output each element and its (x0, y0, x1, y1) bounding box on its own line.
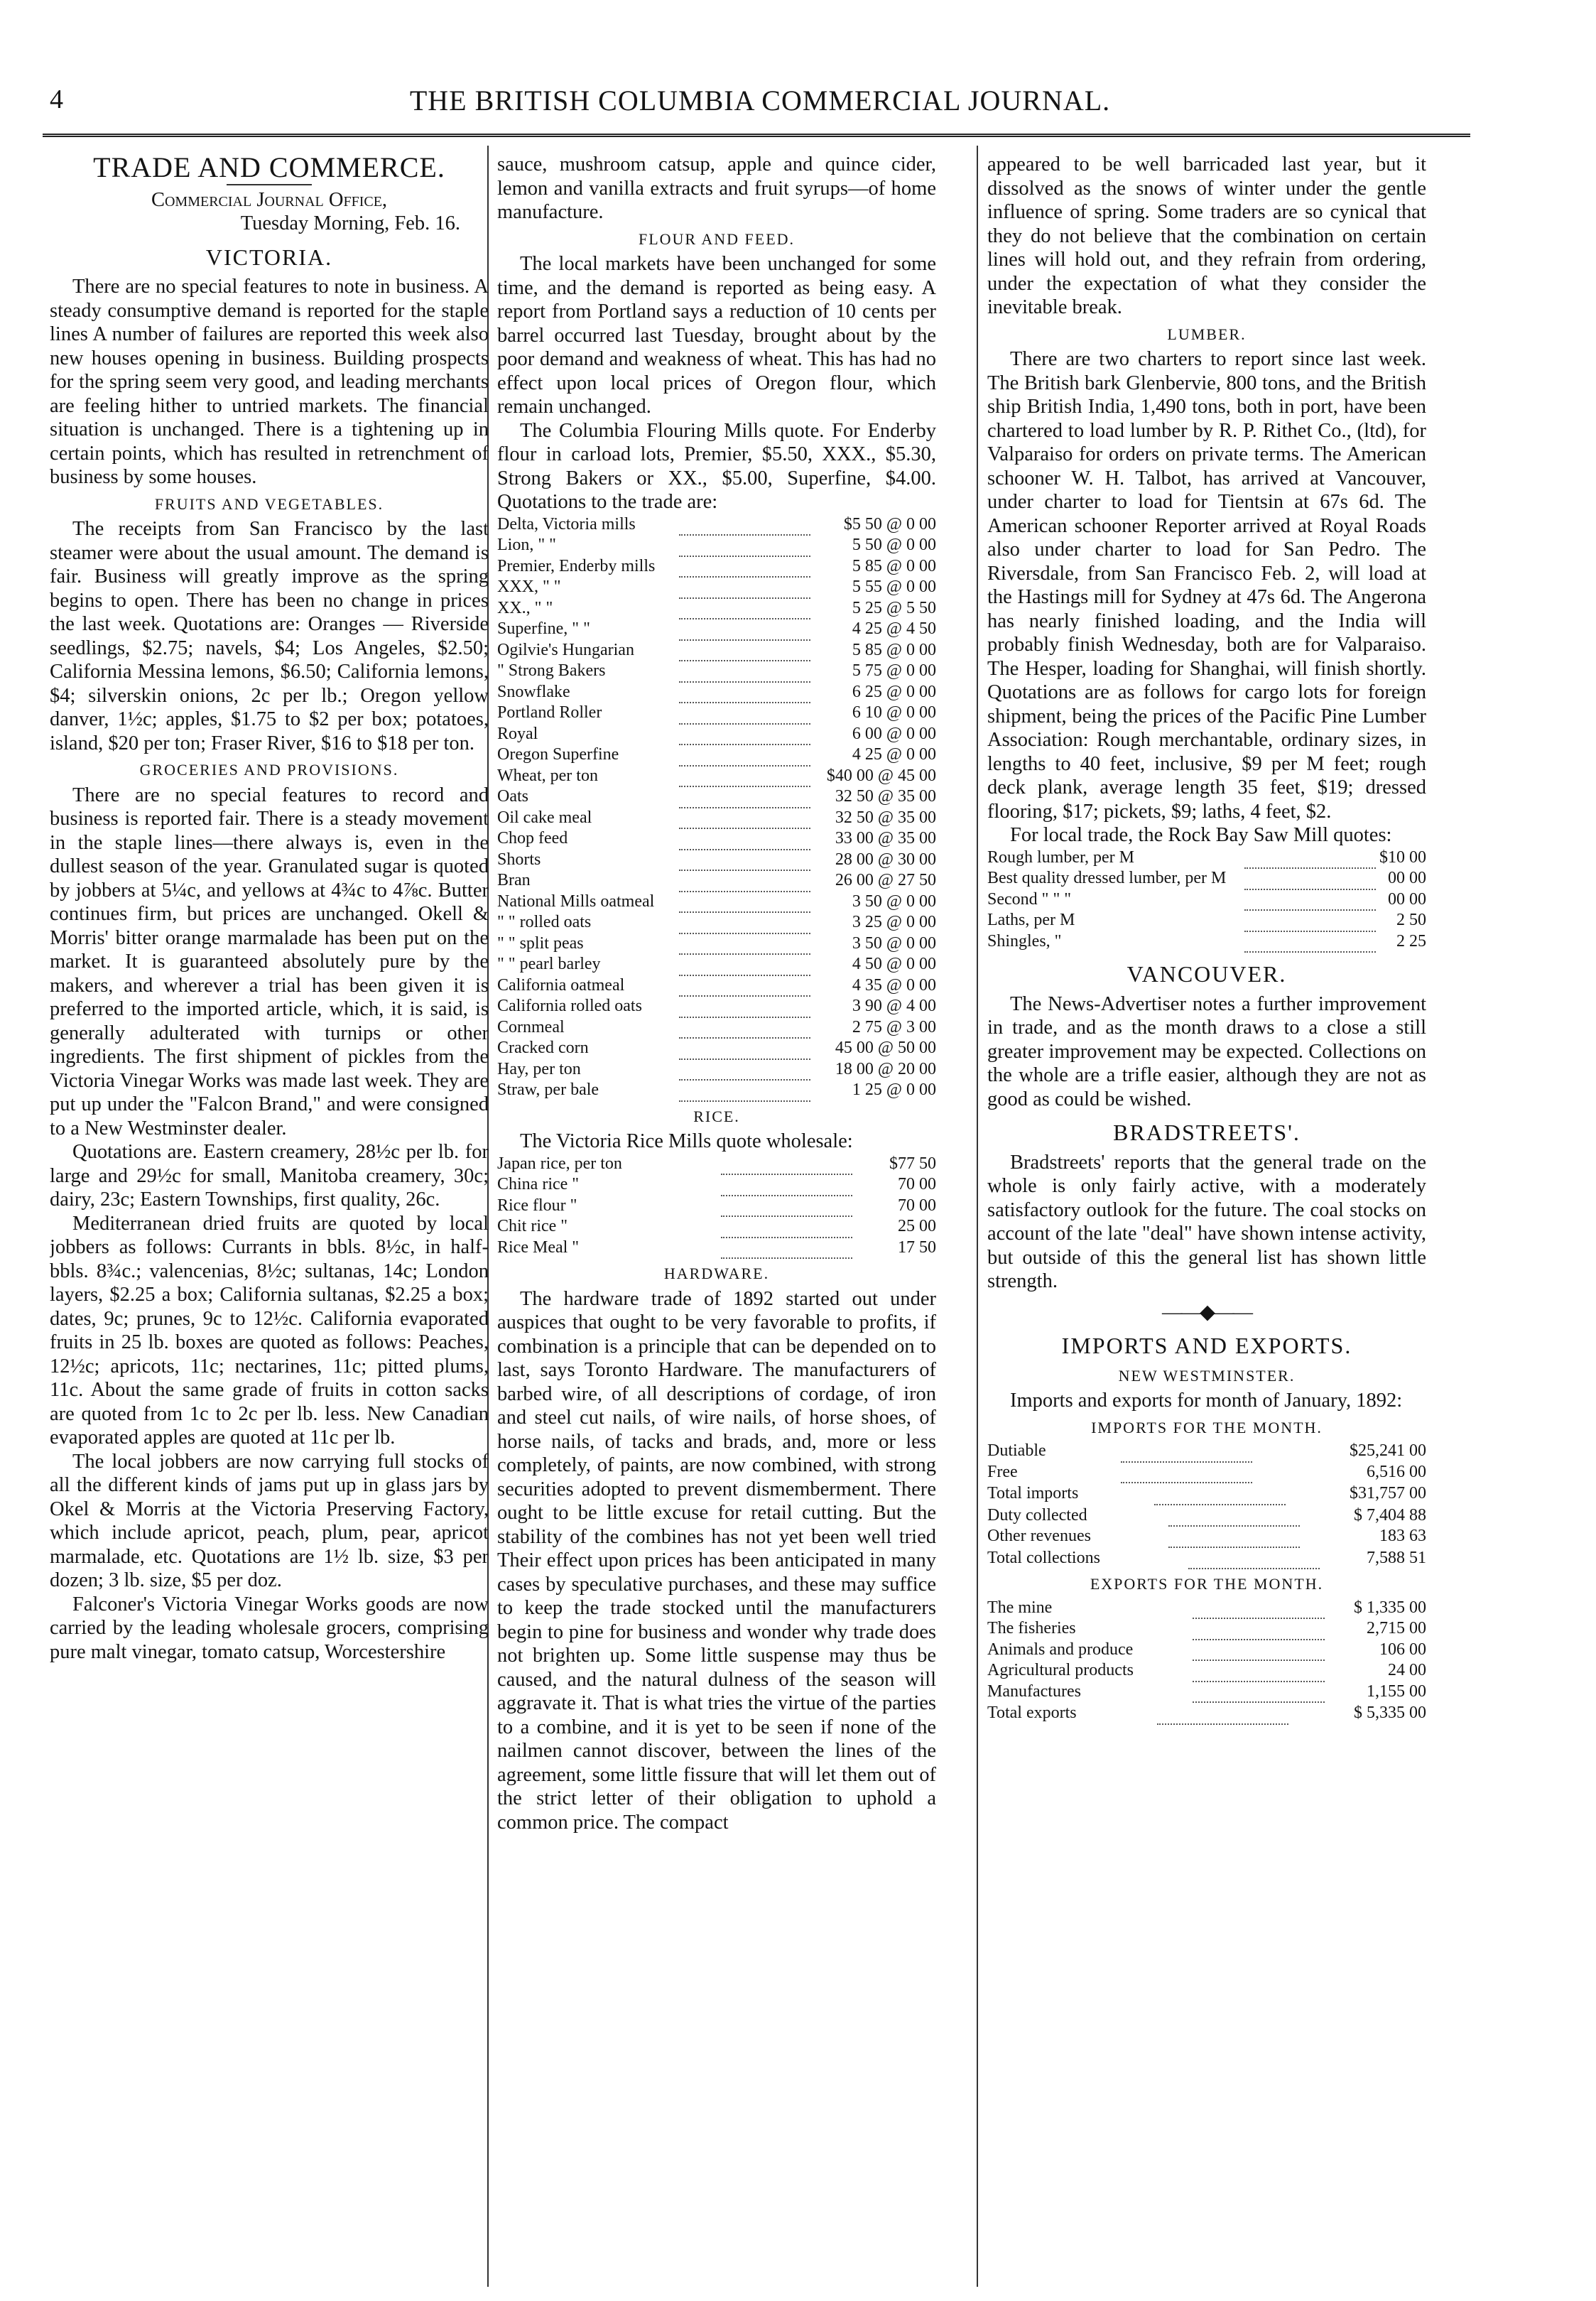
row-value: 3 50 @ 0 00 (852, 933, 936, 953)
row-label: Duty collected (987, 1505, 1087, 1525)
table-row (497, 850, 936, 871)
leader-dots (679, 1017, 810, 1039)
row-value: 6 10 @ 0 00 (852, 703, 936, 722)
table-row (987, 1660, 1426, 1682)
page-number: 4 (50, 85, 63, 114)
total-collections (987, 1548, 1426, 1570)
leader-dots (679, 514, 810, 536)
table-row (497, 619, 936, 640)
table-row (497, 1238, 936, 1259)
row-value: 4 35 @ 0 00 (852, 975, 936, 995)
table-row (987, 1462, 1426, 1483)
table-row (497, 661, 936, 682)
row-value: $ 5,335 00 (1354, 1704, 1426, 1722)
lumber-quotations-table (987, 848, 1426, 953)
row-label: Best quality dressed lumber, per M (987, 869, 1227, 887)
row-label: The mine (987, 1598, 1053, 1617)
section-heading: IMPORTS AND EXPORTS. (1061, 1333, 1352, 1358)
office-line: Commercial Journal Office, (151, 188, 388, 211)
table-row (497, 1216, 936, 1238)
table-row (497, 1017, 936, 1039)
row-value: 3 50 @ 0 00 (852, 892, 936, 911)
table-row (987, 910, 1426, 931)
row-value: 5 85 @ 0 00 (852, 556, 936, 575)
table-row (987, 1640, 1426, 1661)
table-row (497, 1174, 936, 1196)
row-value: 18 00 @ 20 00 (835, 1059, 936, 1078)
table-row (987, 868, 1426, 889)
subheading: GROCERIES AND PROVISIONS. (139, 761, 399, 779)
row-label: XXX, " " (497, 578, 561, 596)
leader-dots (679, 577, 810, 598)
row-label: Oregon Superfine (497, 745, 619, 764)
leader-dots (1154, 1483, 1286, 1505)
row-value: 106 00 (1379, 1640, 1426, 1659)
table-row (497, 975, 936, 997)
row-label: Oil cake meal (497, 808, 592, 827)
row-label: Agricultural products (987, 1661, 1134, 1679)
leader-dots (721, 1238, 852, 1259)
row-label: Animals and produce (987, 1640, 1134, 1659)
leader-dots (679, 766, 810, 787)
row-label: Oats (497, 787, 528, 806)
table-row (987, 1703, 1426, 1724)
row-label: Total imports (987, 1484, 1079, 1503)
row-label: Dutiable (987, 1441, 1046, 1460)
table-row (497, 786, 936, 808)
table-row (497, 1154, 936, 1175)
table-row (497, 724, 936, 745)
row-value: 28 00 @ 30 00 (835, 850, 936, 869)
row-label: Chit rice " (497, 1217, 568, 1235)
leader-dots (679, 912, 810, 933)
row-label: Laths, per M (987, 911, 1075, 929)
row-value: 00 00 (1388, 869, 1426, 887)
paragraph: sauce, mushroom catsup, apple and quince cider, lemon and vanilla extracts and fruit syrups—of home manufacture. (497, 153, 936, 223)
leader-dots (1193, 1618, 1324, 1640)
leader-dots (679, 724, 810, 745)
table-row (497, 745, 936, 766)
row-label: XX., " " (497, 598, 553, 617)
table-row (497, 933, 936, 955)
paragraph: Bradstreets' reports that the general trade on the whole is only fairly active, with a moderately satisfactory outlook for the future. The coal stocks on account of the late "deal" have shown intense activity, but outside of this the general list has shown little strength. (987, 1151, 1426, 1292)
leader-dots (679, 1059, 810, 1081)
running-title: THE BRITISH COLUMBIA COMMERCIAL JOURNAL. (409, 85, 1111, 117)
row-label: Shingles, " (987, 931, 1062, 951)
table-row (987, 1441, 1426, 1462)
row-label: " " rolled oats (497, 913, 592, 931)
column-2 (497, 153, 936, 2287)
dateline: Tuesday Morning, Feb. 16. (240, 212, 460, 234)
row-label: Second " " " (987, 889, 1072, 909)
paragraph: The Victoria Rice Mills quote wholesale: (520, 1130, 853, 1152)
leader-dots (1121, 1462, 1252, 1483)
row-value: 2 25 (1396, 931, 1426, 951)
row-value: $25,241 00 (1350, 1441, 1426, 1460)
table-row (497, 870, 936, 892)
leader-dots (679, 808, 810, 829)
subheading: FLOUR AND FEED. (638, 229, 796, 248)
paragraph: The receipts from San Francisco by the last steamer were about the usual amount. The demand is fair. Business will greatly improve as the spring begins to open. There has been no change in prices the last week. Quotations are: Oranges — Riverside seedlings, $2.75; navels, $4; Los Angeles, $2.50; California Messina lemons, $6.50; California lemons, $4; silverskin onions, 2c per lb.; Oregon yellow danver, 1½c; apples, $1.75 to $2 per box; potatoes, island, $20 per ton; Fraser River, $16 to $18 per ton. (50, 518, 489, 754)
leader-dots (679, 535, 810, 556)
leader-dots (1244, 910, 1376, 931)
leader-dots (679, 682, 810, 703)
row-label: Chop feed (497, 829, 568, 848)
city-heading: VICTORIA. (205, 244, 333, 270)
row-value: 33 00 @ 35 00 (835, 829, 936, 848)
row-label: Shorts (497, 850, 541, 869)
flour-quotations-table (497, 514, 936, 1102)
rice-quotations-table (497, 1154, 936, 1260)
paragraph: Quotations are. Eastern creamery, 28½c per lb. for large and 29½c for small, Manitoba creamery, 30c; dairy, 23c; Eastern Townships, first quality, 26c. (50, 1141, 489, 1211)
row-label: National Mills oatmeal (497, 892, 655, 911)
subheading: FRUITS AND VEGETABLES. (154, 494, 384, 513)
table-row (987, 1618, 1426, 1640)
table-row (497, 556, 936, 578)
leader-dots (679, 745, 810, 766)
leader-dots (679, 954, 810, 975)
row-label: Royal (497, 724, 538, 743)
paragraph: The News-Advertiser notes a further improvement in trade, and as the month draws to a close a still greater improvement may be expected. Collections on the whole are a trifle easier, although they are not as good as could be wished. (987, 992, 1426, 1110)
leader-dots (1193, 1598, 1324, 1619)
row-value: 4 25 @ 4 50 (852, 619, 936, 638)
leader-dots (721, 1216, 852, 1238)
paragraph: There are no special features to record and business is reported fair. There is a steady movement in the staple lines—there always is, even in the dullest season of the year. Granulated sugar is quoted by jobbers at 5¼c, and yellows at 4¾c to 4⅞c. Butter continues firm, but prices are unchanged. Okell & Morris' bitter orange marmalade has been put on the market. It is guaranteed absolutely pure by the makers, and wherever a trial has been given it is preferred to the imported article, which, it is said, is generally adulterated with turnips or other ingredients. The first shipment of pickles from the Victoria Vinegar Works was made last week. They are put up under the "Falcon Brand," and were consigned to a New Westminster dealer. (50, 784, 489, 1139)
row-value: 00 00 (1388, 889, 1426, 909)
leader-dots (679, 975, 810, 997)
leader-dots (679, 640, 810, 661)
paragraph: The local jobbers are now carrying full stocks of all the different kinds of jams put up in glass jars by Okel & Morris at the Victoria Preserving Factory, which include apricot, peach, plum, pear, apricot marmalade, etc. Quotations are 1½ lb. size, $3 per dozen; 3 lb. size, $5 per doz. (50, 1450, 489, 1591)
table-row (497, 1059, 936, 1081)
row-value: 70 00 (898, 1196, 936, 1215)
column-1 (50, 153, 489, 2287)
row-value: 70 00 (898, 1175, 936, 1193)
paragraph: Falconer's Victoria Vinegar Works goods are now carried by the leading wholesale grocers, comprising pure malt vinegar, tomato catsup, Worcestershire (50, 1593, 489, 1663)
paragraph: The local markets have been unchanged for some time, and the demand is reported as being easy. A report from Portland says a reduction of 10 cents per barrel occurred last Tuesday, brought about by the poor demand and weakness of wheat. This has had no effect upon local prices of Oregon flour, which remain unchanged. (497, 253, 936, 418)
row-label: Rice flour " (497, 1196, 577, 1215)
leader-dots (679, 786, 810, 808)
table-row (497, 1196, 936, 1217)
row-value: 2 75 @ 3 00 (852, 1017, 936, 1036)
row-value: 5 25 @ 5 50 (852, 598, 936, 617)
leader-dots (721, 1174, 852, 1196)
table-row (497, 514, 936, 536)
leader-dots (679, 556, 810, 578)
leader-dots (1193, 1660, 1324, 1682)
leader-dots (679, 1038, 810, 1059)
imports-table (987, 1441, 1426, 1483)
table-row (497, 766, 936, 787)
row-label: Snowflake (497, 682, 570, 701)
row-value: 183 63 (1379, 1527, 1426, 1545)
table-row (987, 1505, 1426, 1527)
row-label: Total exports (987, 1704, 1077, 1722)
row-label: Cornmeal (497, 1017, 565, 1036)
row-label: Total collections (987, 1548, 1100, 1567)
table-row (497, 535, 936, 556)
exports-table (987, 1598, 1426, 1704)
row-label: Bran (497, 871, 531, 889)
paragraph: For local trade, the Rock Bay Saw Mill quotes: (1010, 824, 1392, 846)
section-heading: BRADSTREETS'. (1113, 1120, 1301, 1145)
row-label: Other revenues (987, 1527, 1091, 1545)
table-row (987, 1682, 1426, 1703)
leader-dots (1193, 1640, 1324, 1661)
subheading: HARDWARE. (663, 1265, 770, 1282)
row-label: Portland Roller (497, 703, 602, 722)
table-row (987, 1548, 1426, 1569)
table-row (987, 1483, 1426, 1505)
row-label: The fisheries (987, 1619, 1076, 1637)
table-row (987, 1598, 1426, 1619)
short-rule (227, 184, 312, 185)
column-rule (977, 146, 978, 2287)
table-row (497, 1038, 936, 1059)
row-value: $ 1,335 00 (1354, 1598, 1426, 1617)
row-label: Lion, " " (497, 536, 556, 554)
row-value: $77 50 (889, 1154, 936, 1173)
paragraph: The hardware trade of 1892 started out under auspices that ought to be very favorable to profits, if combination is a principle that can be depended on to last, says Toronto Hardware. The manufacturers of barbed wire, of all descriptions of cordage, of iron and steel cut nails, of wire nails, of horse shoes, of horse nails, of tacks and brads, and, more or less completely, of paints, are now combined, with strong securities adopted to prevent dismemberment. There ought to be little excuse for retail cutting. But the stability of the combines has not yet been well tried Their effect upon prices has been anticipated in many cases by speculative purchases, and these may suffice to keep the trade stocked until the manufacturers begin to pine for business and wonder why trade does not brighten up. Some little suspense may thus be caused, and the natural dulness of the season will aggravate it. That is what tries the virtue of the parties to a combine, and it is yet to be seen if none of the nailmen cannot discover, between the lines of the agreement, some little fissure that will let them out of the strict letter of their obligation to uphold a common price. The compact (497, 1287, 936, 1834)
row-value: $ 7,404 88 (1354, 1505, 1426, 1525)
table-row (987, 848, 1426, 869)
row-label: California oatmeal (497, 975, 625, 995)
section-title: TRADE AND COMMERCE. (93, 153, 445, 183)
row-label: Rice Meal " (497, 1238, 580, 1257)
header-rule (43, 134, 1470, 137)
row-value: 5 75 @ 0 00 (852, 661, 936, 680)
ornament-rule: ——◆—— (1162, 1301, 1252, 1323)
paragraph: Mediterranean dried fruits are quoted by local jobbers as follows: Currants in bbls. 8½c, in half-bbls. 8¾c.; valencenias, 8½c; sultanas, 14c; London layers, $2.25 a box; California sultanas, $2.25 a box; dates, 9c; prunes, 9c to 12½c. California evaporated fruits in 25 lb. boxes are quoted as follows: Peaches, 12½c; apricots, 11c; nectarines, 11c; pitted plums, 11c. About the same grade of fruits in cotton sacks are quoted from 1c to 2c per lb. less. New Canadian evaporated apples are quoted at 11c per lb. (50, 1212, 489, 1449)
row-label: Cracked corn (497, 1039, 589, 1057)
table-row (497, 954, 936, 975)
leader-dots (1121, 1441, 1252, 1462)
row-label: Ogilvie's Hungarian (497, 640, 634, 659)
duty-table (987, 1505, 1426, 1548)
leader-dots (679, 828, 810, 850)
row-value: 17 50 (898, 1238, 936, 1257)
section-heading: VANCOUVER. (1127, 961, 1287, 987)
row-label: Delta, Victoria mills (497, 514, 636, 534)
leader-dots (1168, 1505, 1300, 1527)
table-row (497, 703, 936, 724)
row-label: Rough lumber, per M (987, 848, 1135, 867)
leader-dots (679, 703, 810, 724)
row-label: Straw, per bale (497, 1081, 599, 1099)
leader-dots (721, 1196, 852, 1217)
subheading: RICE. (693, 1107, 740, 1125)
row-value: 45 00 @ 50 00 (835, 1039, 936, 1057)
subheading: LUMBER. (1167, 325, 1247, 343)
row-value: 2 50 (1396, 911, 1426, 929)
row-value: 5 50 @ 0 00 (852, 536, 936, 554)
row-value: 3 25 @ 0 00 (852, 913, 936, 931)
leader-dots (679, 870, 810, 892)
row-label: Hay, per ton (497, 1059, 581, 1078)
leader-dots (1244, 931, 1376, 953)
leader-dots (679, 661, 810, 682)
table-row (497, 996, 936, 1017)
row-value: 24 00 (1388, 1661, 1426, 1679)
row-value: 1 25 @ 0 00 (852, 1081, 936, 1099)
table-row (497, 577, 936, 598)
row-value: 32 50 @ 35 00 (835, 787, 936, 806)
row-label: Free (987, 1462, 1018, 1481)
subheading: IMPORTS FOR THE MONTH. (1091, 1418, 1323, 1436)
row-label: California rolled oats (497, 997, 642, 1015)
row-value: 3 90 @ 4 00 (852, 997, 936, 1015)
leader-dots (679, 850, 810, 871)
table-row (987, 1526, 1426, 1547)
leader-dots (679, 1080, 810, 1101)
leader-dots (1244, 848, 1376, 869)
row-value: $5 50 @ 0 00 (843, 514, 936, 534)
row-label: Superfine, " " (497, 619, 590, 638)
row-value: 6 00 @ 0 00 (852, 724, 936, 743)
leader-dots (679, 996, 810, 1017)
row-value: $31,757 00 (1350, 1484, 1426, 1503)
row-label: China rice " (497, 1175, 580, 1193)
row-value: 4 50 @ 0 00 (852, 955, 936, 973)
total-imports (987, 1483, 1426, 1505)
leader-dots (721, 1154, 852, 1175)
row-label: " " split peas (497, 933, 584, 953)
paragraph: Imports and exports for month of January, 1892: (1010, 1390, 1403, 1412)
row-value: 6,516 00 (1367, 1462, 1426, 1481)
row-value: 2,715 00 (1367, 1619, 1426, 1637)
column-3 (987, 153, 1426, 2287)
table-row (497, 1080, 936, 1101)
paragraph: There are two charters to report since last week. The British bark Glenbervie, 800 tons, and the British ship British India, 1,490 tons, both in port, have been chartered to load lumber by R. P. Rithet Co., (ltd), for Valparaiso for orders on private terms. The American schooner W. H. Talbot, has arrived at Vancouver, under charter to load for Tientsin at 67s 6d. The American schooner Reporter arrived at Royal Roads also under charter to load for San Pedro. The Riversdale, from San Francisco Feb. 2, will load at the Hastings mill for Sydney at 47s 6d. The Angerona has nearly finished loading, and the India will probably finish Wednesday, both are for Valparaiso. The Hesper, loading for Shanghai, will finish shortly. Quotations are as follows for cargo lots for foreign shipment, being the prices of the Pacific Pine Lumber Association: Rough merchantable, ordinary sizes, in lengths to 40 feet, inclusive, $9 per M feet; rough deck plank, average length 35 feet, $19; dressed flooring, $17; pickets, $9; laths, 4 feet, $2. (987, 348, 1426, 823)
row-value: 25 00 (898, 1217, 936, 1235)
table-row (497, 682, 936, 703)
leader-dots (1244, 889, 1376, 911)
row-label: " Strong Bakers (497, 661, 606, 680)
table-row (497, 892, 936, 913)
row-label: Japan rice, per ton (497, 1154, 622, 1173)
leader-dots (679, 892, 810, 913)
row-value: 4 25 @ 0 00 (852, 745, 936, 764)
row-value: 1,155 00 (1367, 1682, 1426, 1701)
leader-dots (1244, 868, 1376, 889)
paragraph: There are no special features to note in business. A steady consumptive demand is reported for the staple lines A number of failures are reported this week also new houses opening in business. Building prospects for the spring seem very good, and leading merchants are feeling hither to untried markets. The financial situation is unchanged. There is a tightening up in certain points, which has resulted in retrenchment of business by some houses. (50, 276, 489, 488)
leader-dots (1193, 1682, 1324, 1703)
table-row (497, 598, 936, 619)
leader-dots (679, 598, 810, 619)
row-label: Premier, Enderby mills (497, 556, 656, 575)
table-row (497, 808, 936, 829)
row-value: 26 00 @ 27 50 (835, 871, 936, 889)
table-row (497, 828, 936, 850)
leader-dots (1188, 1548, 1320, 1569)
row-value: $40 00 @ 45 00 (826, 766, 936, 785)
leader-dots (679, 619, 810, 640)
subheading: EXPORTS FOR THE MONTH. (1090, 1575, 1324, 1593)
table-row (497, 912, 936, 933)
table-row (987, 889, 1426, 911)
row-value: 7,588 51 (1367, 1548, 1426, 1567)
leader-dots (679, 933, 810, 955)
row-label: Manufactures (987, 1682, 1081, 1701)
row-value: 5 55 @ 0 00 (852, 578, 936, 596)
row-label: " " pearl barley (497, 955, 601, 973)
row-value: 6 25 @ 0 00 (852, 682, 936, 701)
table-row (497, 640, 936, 661)
row-value: 5 85 @ 0 00 (852, 640, 936, 659)
row-label: Wheat, per ton (497, 766, 598, 785)
paragraph: The Columbia Flouring Mills quote. For Enderby flour in carload lots, Premier, $5.50, XXX., $5.30, Strong Bakers or XX., $5.00, Superfine, $4.00. Quotations to the trade are: (497, 419, 936, 513)
row-value: $10 00 (1379, 848, 1426, 867)
table-row (987, 931, 1426, 953)
row-value: 32 50 @ 35 00 (835, 808, 936, 827)
page-header (50, 84, 1470, 126)
paragraph: appeared to be well barricaded last year, but it dissolved as the snows of winter under the gentle influence of spring. Some traders are so cynical that they do not believe that the combination on certain lines will hold out, and they refrain from ordering, under the expectation of what they consider the inevitable break. (987, 153, 1426, 318)
leader-dots (1168, 1526, 1300, 1547)
subheading: NEW WESTMINSTER. (1118, 1366, 1296, 1385)
leader-dots (1157, 1703, 1288, 1724)
total-exports (987, 1703, 1426, 1725)
